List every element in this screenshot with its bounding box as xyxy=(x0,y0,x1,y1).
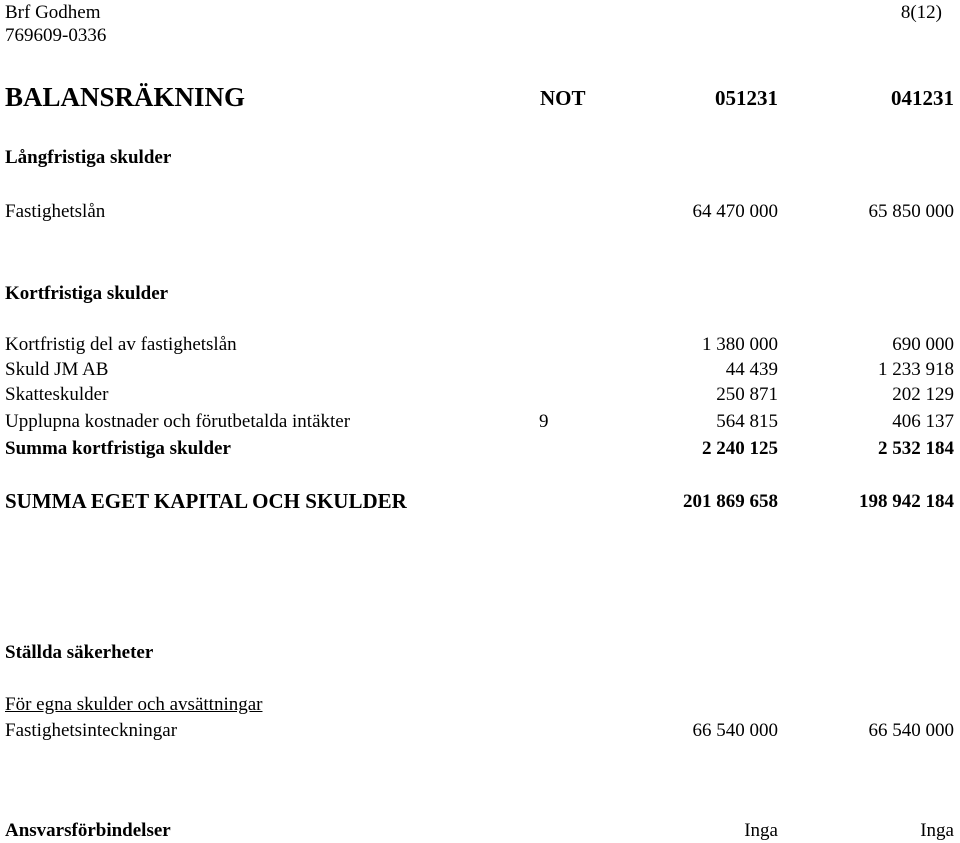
contingent-value-2004: Inga xyxy=(920,820,954,841)
section-heading-short-term: Kortfristiga skulder xyxy=(5,283,169,304)
row-value-2004: 406 137 xyxy=(892,411,954,432)
row-label: Kortfristig del av fastighetslån xyxy=(5,334,237,355)
grand-total-label: SUMMA EGET KAPITAL OCH SKULDER xyxy=(5,489,407,513)
column-header-not: NOT xyxy=(540,86,586,110)
row-value-2005: 250 871 xyxy=(716,384,778,405)
contingent-value-2005: Inga xyxy=(744,820,778,841)
row-value-2005: 44 439 xyxy=(725,359,778,380)
subtotal-value-2004: 2 532 184 xyxy=(878,438,954,459)
row-label: Skuld JM AB xyxy=(5,359,109,380)
org-name: Brf Godhem xyxy=(5,2,101,23)
row-value-2004: 65 850 000 xyxy=(868,201,954,222)
grand-total-value-2004: 198 942 184 xyxy=(859,491,954,512)
row-value-2005: 1 380 000 xyxy=(702,334,778,355)
section-heading-pledged: Ställda säkerheter xyxy=(5,642,154,663)
row-label: Fastighetsinteckningar xyxy=(5,720,178,741)
row-label: Upplupna kostnader och förutbetalda intäkter xyxy=(5,411,351,432)
subsection-heading: För egna skulder och avsättningar xyxy=(5,694,263,715)
row-label: Skatteskulder xyxy=(5,384,109,405)
row-value-2004: 1 233 918 xyxy=(878,359,954,380)
row-value-2005: 564 815 xyxy=(716,411,778,432)
org-number: 769609-0336 xyxy=(5,25,107,46)
subtotal-label: Summa kortfristiga skulder xyxy=(5,438,231,459)
row-value-2004: 202 129 xyxy=(892,384,954,405)
row-label: Fastighetslån xyxy=(5,201,106,222)
row-value-2004: 66 540 000 xyxy=(868,720,954,741)
row-value-2005: 66 540 000 xyxy=(692,720,778,741)
grand-total-value-2005: 201 869 658 xyxy=(683,491,778,512)
row-value-2005: 64 470 000 xyxy=(692,201,778,222)
subtotal-value-2005: 2 240 125 xyxy=(702,438,778,459)
row-note: 9 xyxy=(539,411,549,432)
section-heading-long-term: Långfristiga skulder xyxy=(5,147,172,168)
page-title: BALANSRÄKNING xyxy=(5,82,246,112)
row-value-2004: 690 000 xyxy=(892,334,954,355)
column-header-051231: 051231 xyxy=(715,86,778,110)
contingent-label: Ansvarsförbindelser xyxy=(5,820,171,841)
page-number: 8(12) xyxy=(900,2,942,23)
column-header-041231: 041231 xyxy=(891,86,954,110)
